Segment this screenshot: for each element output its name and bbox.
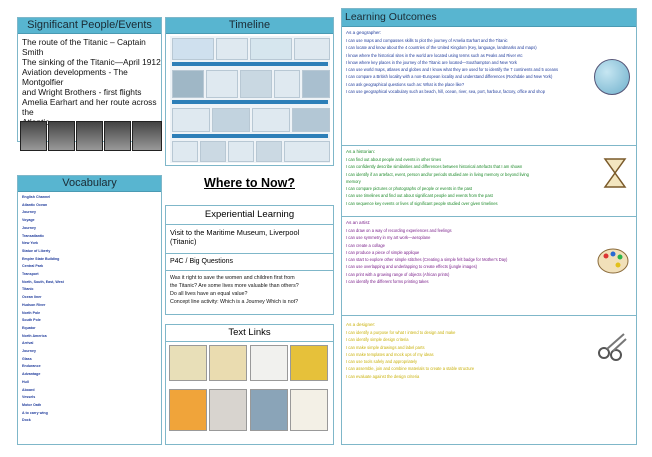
portrait-image xyxy=(20,121,47,151)
p4c-heading: P4C / Big Questions xyxy=(170,258,234,265)
artist-outcome: I can create a collage xyxy=(346,242,385,248)
text-links-panel xyxy=(165,324,334,445)
book-cover xyxy=(290,345,328,381)
vocab-word: Motor Oath xyxy=(22,402,42,407)
book-cover xyxy=(250,389,288,431)
designer-outcome: I can make templates and mock ups of my ideas xyxy=(346,351,434,357)
vocab-word: Central Park xyxy=(22,264,44,269)
vocab-word: Advantage xyxy=(22,372,41,377)
portrait-image xyxy=(132,121,162,151)
significant-line: The route of the Titanic – Captain Smith xyxy=(22,37,146,57)
designer-heading: As a designer: xyxy=(346,322,376,327)
geographer-outcome: I can use maps and compasses skills to plot the journey of Amelia Earhart and the Titanic xyxy=(346,38,508,43)
historian-outcome: I can compare pictures or photographs of people or events in the past xyxy=(346,186,473,192)
book-cover xyxy=(169,345,207,381)
vocab-word: Atlantic Ocean xyxy=(22,202,48,207)
historian-outcome: I can confidently describe similarities and differences between historical artefacts that I am shown xyxy=(346,164,523,170)
vocab-word: North, South, East, West xyxy=(22,279,64,284)
vocabulary-panel xyxy=(17,175,162,445)
where-to-now-title: Where to Now? xyxy=(204,176,295,190)
significant-line: The sinking of the Titanic—April 1912 xyxy=(22,57,161,67)
designer-outcome: I can assemble, join and combine materials to create a stable structure xyxy=(346,366,475,372)
vocab-word: English Channel xyxy=(22,195,51,199)
portrait-image xyxy=(104,121,131,151)
palette-icon xyxy=(596,247,630,275)
designer-outcome: I can identify a purpose for what I intend to design and make xyxy=(346,330,456,335)
historian-heading: As a historian: xyxy=(346,149,376,154)
geographer-outcome: I can compare a British locality with a non-European locality and understand differences (Rochdale and New York) xyxy=(346,74,553,80)
vocab-word: Empire State Building xyxy=(22,256,60,261)
visit-text: (Titanic) xyxy=(170,237,197,246)
significant-line: Amelia Earhart and her route across the xyxy=(22,97,157,117)
book-cover xyxy=(290,389,328,431)
big-question: Concept line activity: Which is a Journey Which is not? xyxy=(170,299,299,305)
geographer-outcome: I know where the historical sites in the world are located using terms such as Peaks and River etc xyxy=(346,52,523,58)
geographer-outcome: I know where key places in the journey of the Titanic are located—Southampton and New York xyxy=(346,59,517,65)
artist-heading: As an artist: xyxy=(346,220,371,225)
book-cover xyxy=(209,389,247,431)
artist-outcome: I can use overlapping and underlapping to create effects (jungle images) xyxy=(346,264,478,270)
visit-text: Visit to the Maritime Museum, Liverpool xyxy=(170,228,300,237)
historian-outcome: memory xyxy=(346,178,361,184)
geographer-outcome: I can ask geographical questions such as: What is the place like? xyxy=(346,81,465,87)
timeline-panel xyxy=(165,17,334,166)
vocab-word: Endurance xyxy=(22,364,41,369)
artist-outcome: I can start to explore other simple stitches (Creating a simple felt badge for Mother's Day) xyxy=(346,257,508,263)
big-question: the Titanic? Are some lives more valuable than others? xyxy=(170,283,299,289)
significant-line: Aviation developments - The Montgolfier xyxy=(22,67,128,87)
globe-icon xyxy=(594,59,630,95)
geographer-outcome: I can use world maps, atlases and globes and I know what they are used for to identify the 7 continents and 5 oceans xyxy=(346,67,559,73)
vocab-word: Voyage xyxy=(22,218,35,223)
vocab-word: South Pole xyxy=(22,318,41,323)
vocab-word: North America xyxy=(22,333,47,338)
vocab-word: Hull xyxy=(22,379,29,384)
vocab-word: Transatlantic xyxy=(22,233,45,238)
vocab-word: Equator xyxy=(22,325,36,330)
vocabulary-title: Vocabulary xyxy=(18,176,161,192)
vocab-word: Journey xyxy=(22,225,36,230)
vocab-word: Statue of Liberty xyxy=(22,248,51,253)
vocab-word: Vessels xyxy=(22,395,36,400)
vocab-word: New York xyxy=(22,241,39,246)
text-links-title: Text Links xyxy=(166,325,333,342)
vocab-word: Titanic xyxy=(22,287,34,292)
historian-outcome: I can sequence key events or lives of significant people studied over given timelines xyxy=(346,200,498,206)
experiential-title: Experiential Learning xyxy=(166,206,333,225)
vocab-word: Dock xyxy=(22,418,31,423)
portrait-image xyxy=(48,121,75,151)
vocab-word: Journey xyxy=(22,210,36,215)
artist-outcome: I can produce a piece of simple applique xyxy=(346,249,420,255)
artist-outcome: I can draw on a way of recording experiences and feelings xyxy=(346,228,452,233)
designer-outcome: I can make simple drawings and label parts xyxy=(346,344,425,350)
historian-outcome: I can use timelines and find out about significant people and events from the past xyxy=(346,193,493,199)
artist-outcome: I can print with a growing range of objects (African prints) xyxy=(346,271,450,277)
vocab-word: Journey xyxy=(22,349,36,354)
big-question: Was it right to save the women and children first from xyxy=(170,275,295,281)
vocabulary-list xyxy=(18,192,161,425)
big-question: Do all lives have an equal value? xyxy=(170,291,248,297)
geographer-outcome: I can use geographical vocabulary such as beach, hill, ocean, river, sea, port, harbour, factory, office and shop xyxy=(346,89,545,95)
historian-outcome: I can find out about people and events in other times xyxy=(346,157,442,162)
vocab-word: Transport xyxy=(22,272,39,277)
geographer-outcome: I can locate and know about the 4 countries of the United Kingdom (Key, language, landmarks and maps) xyxy=(346,45,537,51)
significant-line: and Wright Brothers - first flights xyxy=(22,87,142,97)
geographer-heading: As a geographer: xyxy=(346,30,382,35)
hourglass-icon xyxy=(602,157,628,189)
significant-people-panel xyxy=(17,17,162,142)
vocab-word: A to carry wing xyxy=(22,410,48,415)
learning-outcomes-title: Learning Outcomes xyxy=(342,9,636,27)
experiential-panel xyxy=(165,205,334,315)
vocab-word: Glass xyxy=(22,356,32,361)
designer-outcome: I can identify simple design criteria xyxy=(346,337,409,343)
vocab-word: Arrival xyxy=(22,341,34,346)
learning-outcomes-panel xyxy=(341,8,637,445)
scissors-icon xyxy=(596,331,630,361)
book-cover xyxy=(250,345,288,381)
portrait-image xyxy=(76,121,103,151)
timeline-title: Timeline xyxy=(166,18,333,34)
significant-people-title: Significant People/Events xyxy=(18,18,161,34)
artist-outcome: I can identify the different forms printing takes xyxy=(346,279,429,285)
artist-outcome: I can use symmetry in my art work—aeroplane xyxy=(346,235,431,241)
designer-outcome: I can evaluate against the design criteria xyxy=(346,373,420,379)
vocab-word: Aboard xyxy=(22,387,35,392)
vocab-word: Hudson River xyxy=(22,302,46,307)
book-cover xyxy=(209,345,247,381)
designer-outcome: I can use tools safely and appropriately xyxy=(346,359,418,365)
vocab-word: North Pole xyxy=(22,310,41,315)
book-cover xyxy=(169,389,207,431)
timeline-image xyxy=(170,36,330,163)
vocab-word: Ocean liner xyxy=(22,295,42,300)
historian-outcome: I can identify if an artefact, event, person and/or periods studied are in living memory or beyond living xyxy=(346,171,529,177)
